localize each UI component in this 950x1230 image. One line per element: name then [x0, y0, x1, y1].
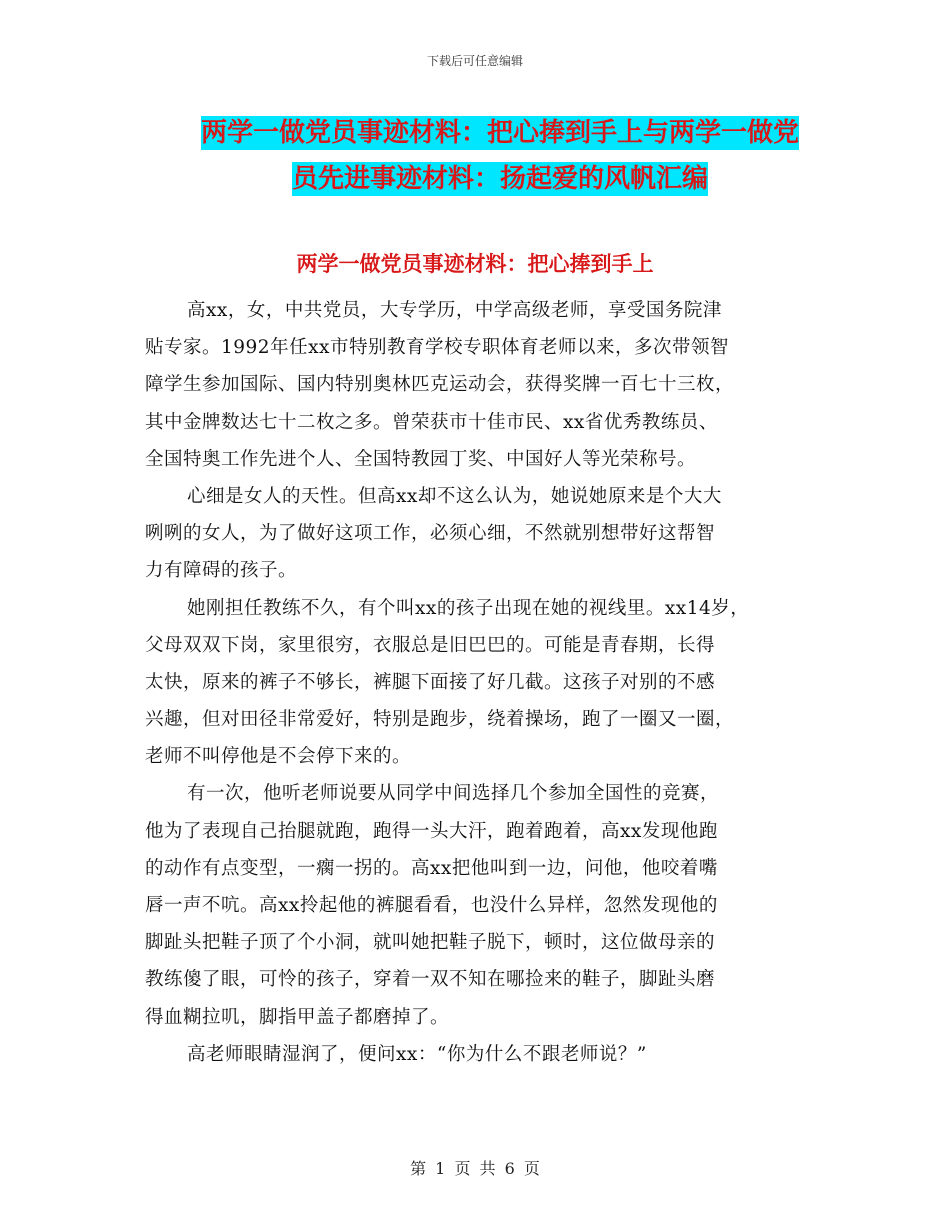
paragraph-line: 她刚担任教练不久，有个叫xx的孩子出现在她的视线里。xx14岁， [187, 597, 750, 619]
paragraph-line: 有一次，他听老师说要从同学中间选择几个参加全国性的竞赛， [187, 783, 720, 805]
paragraph-line: 父母双双下岗，家里很穷，衣服总是旧巴巴的。可能是青春期，长得 [145, 634, 716, 656]
paragraph-line: 其中金牌数达七十二枚之多。曾荣获市十佳市民、xx省优秀教练员、 [145, 411, 718, 433]
paragraph [145, 590, 825, 776]
paragraph-line: 得血糊拉叽，脚指甲盖子都磨掉了。 [145, 1006, 450, 1028]
paragraph-line: 高xx，女，中共党员，大专学历，中学高级老师，享受国务院津 [187, 300, 722, 321]
paragraph-line: 高老师眼睛湿润了，便问xx：“你为什么不跟老师说？” [187, 1043, 647, 1065]
paragraph [145, 1036, 825, 1073]
paragraph-line: 全国特奥工作先进个人、全国特教园丁奖、中国好人等光荣称号。 [145, 448, 697, 470]
paragraph-line: 教练傻了眼，可怜的孩子，穿着一双不知在哪捡来的鞋子，脚趾头磨 [145, 969, 716, 991]
document-body [145, 292, 825, 1073]
page-header-note: 下载后可任意编辑 [426, 54, 523, 68]
paragraph [145, 292, 825, 478]
paragraph-line: 的动作有点变型，一瘸一拐的。高xx把他叫到一边，问他，他咬着嘴 [145, 857, 718, 879]
section-title: 两学一做党员事迹材料：把心捧到手上 [296, 252, 654, 276]
paragraph-line: 障学生参加国际、国内特别奥林匹克运动会，获得奖牌一百七十三枚， [145, 374, 735, 396]
paragraph-line: 力有障碍的孩子。 [145, 560, 298, 582]
paragraph-line: 咧咧的女人，为了做好这项工作，必须心细，不然就别想带好这帮智 [145, 523, 716, 545]
paragraph-line: 心细是女人的天性。但高xx却不这么认为，她说她原来是个大大 [187, 485, 722, 507]
document-title-line-1: 两学一做党员事迹材料：把心捧到手上与两学一做党 [200, 118, 799, 148]
page-footer: 第 1 页 共 6 页 [410, 1159, 540, 1178]
document-title-line-2: 员先进事迹材料：扬起爱的风帆汇编 [291, 164, 708, 194]
paragraph-line: 他为了表现自己抬腿就跑，跑得一头大汗，跑着跑着，高xx发现他跑 [145, 820, 718, 842]
paragraph-line: 兴趣，但对田径非常爱好，特别是跑步，绕着操场，跑了一圈又一圈， [145, 709, 735, 731]
paragraph [145, 775, 825, 1035]
paragraph [145, 478, 825, 590]
paragraph-line: 脚趾头把鞋子顶了个小洞，就叫她把鞋子脱下，顿时，这位做母亲的 [145, 932, 716, 954]
paragraph-line: 唇一声不吭。高xx拎起他的裤腿看看，也没什么异样，忽然发现他的 [145, 895, 718, 916]
paragraph-line: 老师不叫停他是不会停下来的。 [145, 746, 412, 768]
paragraph-line: 太快，原来的裤子不够长，裤腿下面接了好几截。这孩子对别的不感 [145, 671, 716, 693]
paragraph-line: 贴专家。1992年任xx市特别教育学校专职体育老师以来，多次带领智 [145, 337, 729, 359]
document-title [140, 110, 860, 202]
